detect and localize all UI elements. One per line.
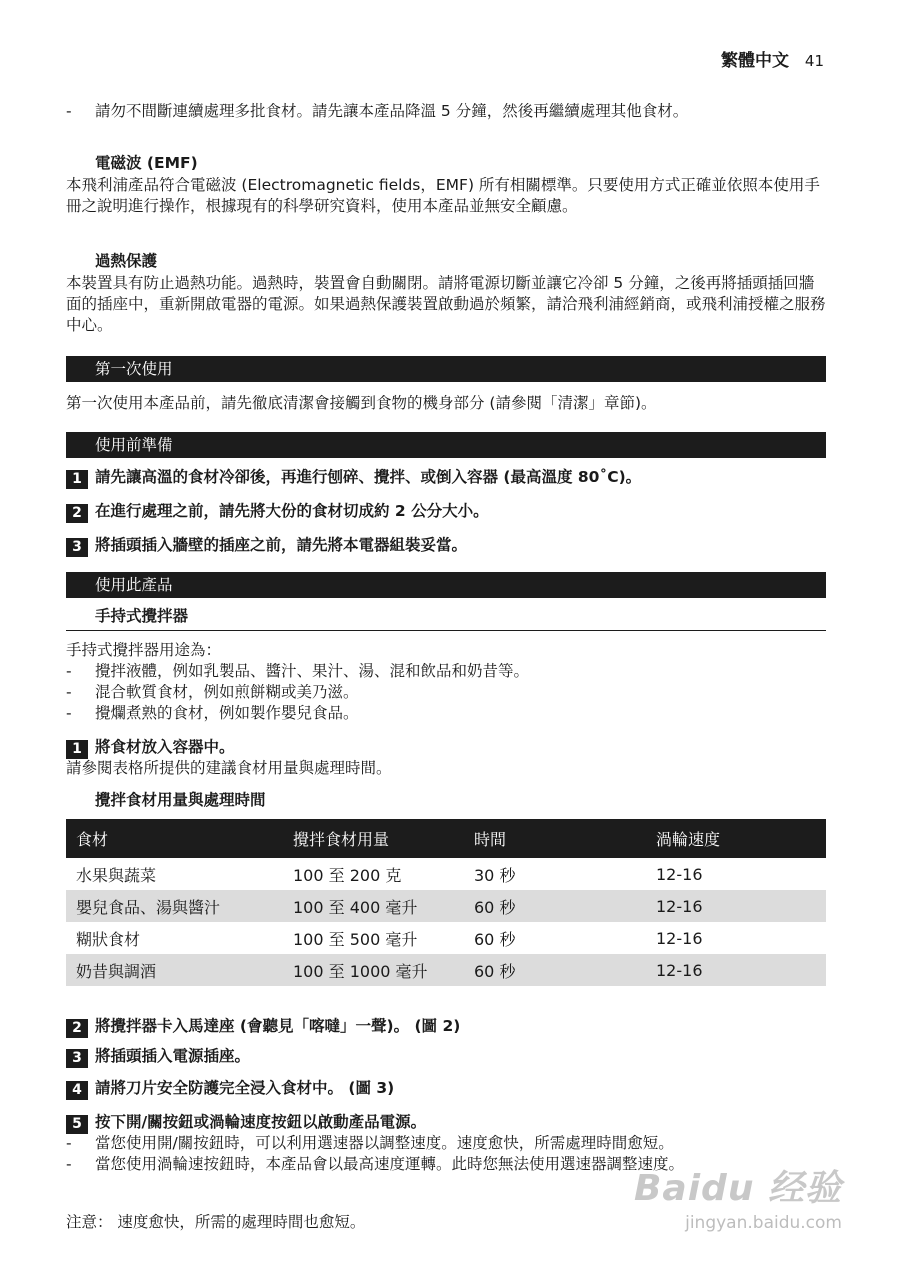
table-title: 攪拌食材用量與處理時間 <box>95 791 266 809</box>
step-number-badge: 2 <box>66 1019 88 1038</box>
subtitle-rule <box>66 630 826 631</box>
table-row: 奶昔與調酒 100 至 1000 毫升 60 秒 12-16 <box>66 954 826 986</box>
watermark-url: jingyan.baidu.com <box>685 1213 842 1233</box>
step1-note: 請參閱表格所提供的建議食材用量與處理時間。 <box>66 759 392 777</box>
prep-step-1 <box>66 467 826 489</box>
use-step-4 <box>66 1078 826 1100</box>
use-step-5 <box>66 1112 826 1134</box>
intro-bullet: - 請勿不間斷連續處理多批食材。請先讓本產品降溫 5 分鐘，然後再繼續處理其他食材。 <box>66 101 826 122</box>
table-header-cell: 攪拌食材用量 <box>283 819 464 858</box>
watermark-brand: Baidu 经验 <box>633 1168 842 1209</box>
table-row: 糊狀食材 100 至 500 毫升 60 秒 12-16 <box>76 928 703 949</box>
speed-note: 注意： 速度愈快，所需的處理時間也愈短。 <box>66 1213 366 1231</box>
section-preparation: 使用前準備 <box>66 432 826 458</box>
emf-heading: 電磁波 (EMF) <box>95 154 198 172</box>
section-first-use: 第一次使用 <box>66 356 826 382</box>
hand-blender-subtitle: 手持式攪拌器 <box>95 607 189 625</box>
use-step-2 <box>66 1016 826 1038</box>
overheat-text: 本裝置具有防止過熱功能。過熱時，裝置會自動關閉。請將電源切斷並讓它冷卻 5 分鐘，之後再將插頭插回牆面的插座中，重新開啟電器的電源。如果過熱保護裝置啟動過於頻繁，請洽飛利浦經銷商，或飛利浦授權之服務中心。 <box>66 274 826 334</box>
emf-text: 本飛利浦產品符合電磁波 (Electromagnetic fields，EMF) 所有相關標準。只要使用方式正確並依照本使用手冊之說明進行操作，根據現有的科學研究資料，使用本產品並無安全顧慮。 <box>66 176 820 215</box>
prep-step-text: 在進行處理之前，請先將大份的食材切成約 2 公分大小。 <box>95 502 489 520</box>
table-header-cell: 時間 <box>464 819 646 858</box>
use-step-text: 按下開/關按鈕或渦輪速度按鈕以啟動產品電源。 <box>95 1113 427 1131</box>
use-step-text: 將插頭插入電源插座。 <box>95 1047 251 1065</box>
language-title: 繁體中文 <box>720 51 789 71</box>
use-step-text: 將食材放入容器中。 <box>95 738 235 756</box>
baidu-watermark <box>634 1160 842 1233</box>
step-number-badge: 5 <box>66 1115 88 1134</box>
overheat-heading: 過熱保護 <box>95 252 158 270</box>
purpose-label: 手持式攪拌器用途為： <box>66 641 222 659</box>
table-row: 水果與蔬菜 100 至 200 克 30 秒 12-16 <box>76 864 703 885</box>
step5-bullet: - 當您使用渦輪速按鈕時，本產品會以最高速度運轉。此時您無法使用選速器調整速度。 <box>66 1155 685 1173</box>
step-number-badge: 2 <box>66 504 88 523</box>
purpose-bullet: - 混合軟質食材，例如煎餅糊或美乃滋。 <box>66 683 359 701</box>
step-number-badge: 3 <box>66 1049 88 1068</box>
section-using-product: 使用此產品 <box>66 572 826 598</box>
step-number-badge: 4 <box>66 1081 88 1100</box>
use-step-1 <box>66 737 826 759</box>
prep-step-text: 請先讓高溫的食材冷卻後，再進行刨碎、攪拌、或倒入容器 (最高溫度 80˚C)。 <box>95 468 642 486</box>
use-step-3 <box>66 1046 826 1068</box>
purpose-bullet: - 攪拌液體，例如乳製品、醬汁、果汁、湯、混和飲品和奶昔等。 <box>66 662 530 680</box>
step-number-badge: 1 <box>66 740 88 759</box>
step-number-badge: 3 <box>66 538 88 557</box>
use-step-text: 請將刀片安全防護完全浸入食材中。 (圖 3) <box>95 1079 395 1097</box>
step-number-badge: 1 <box>66 470 88 489</box>
table-header-row <box>66 819 826 858</box>
page-number: 41 <box>804 52 824 70</box>
prep-step-text: 將插頭插入牆壁的插座之前，請先將本電器組裝妥當。 <box>95 536 468 554</box>
page-header <box>721 46 824 71</box>
intro-bullet-text: 請勿不間斷連續處理多批食材。請先讓本產品降溫 5 分鐘，然後再繼續處理其他食材。 <box>95 102 689 120</box>
first-use-text: 第一次使用本產品前，請先徹底清潔會接觸到食物的機身部分 (請參閱「清潔」章節)。 <box>66 394 657 412</box>
table-header-cell: 渦輪速度 <box>646 819 826 858</box>
table-header-cell: 食材 <box>66 819 283 858</box>
table-row: 嬰兒食品、湯與醬汁 100 至 400 毫升 60 秒 12-16 <box>66 890 826 922</box>
prep-step-3 <box>66 535 826 557</box>
purpose-bullet: - 攪爛煮熟的食材，例如製作嬰兒食品。 <box>66 704 359 722</box>
step5-bullet: - 當您使用開/關按鈕時，可以利用選速器以調整速度。速度愈快，所需處理時間愈短。 <box>66 1134 674 1152</box>
quantity-time-table <box>66 819 826 986</box>
use-step-text: 將攪拌器卡入馬達座 (會聽見「喀噠」一聲)。 (圖 2) <box>95 1017 461 1035</box>
prep-step-2 <box>66 501 826 523</box>
